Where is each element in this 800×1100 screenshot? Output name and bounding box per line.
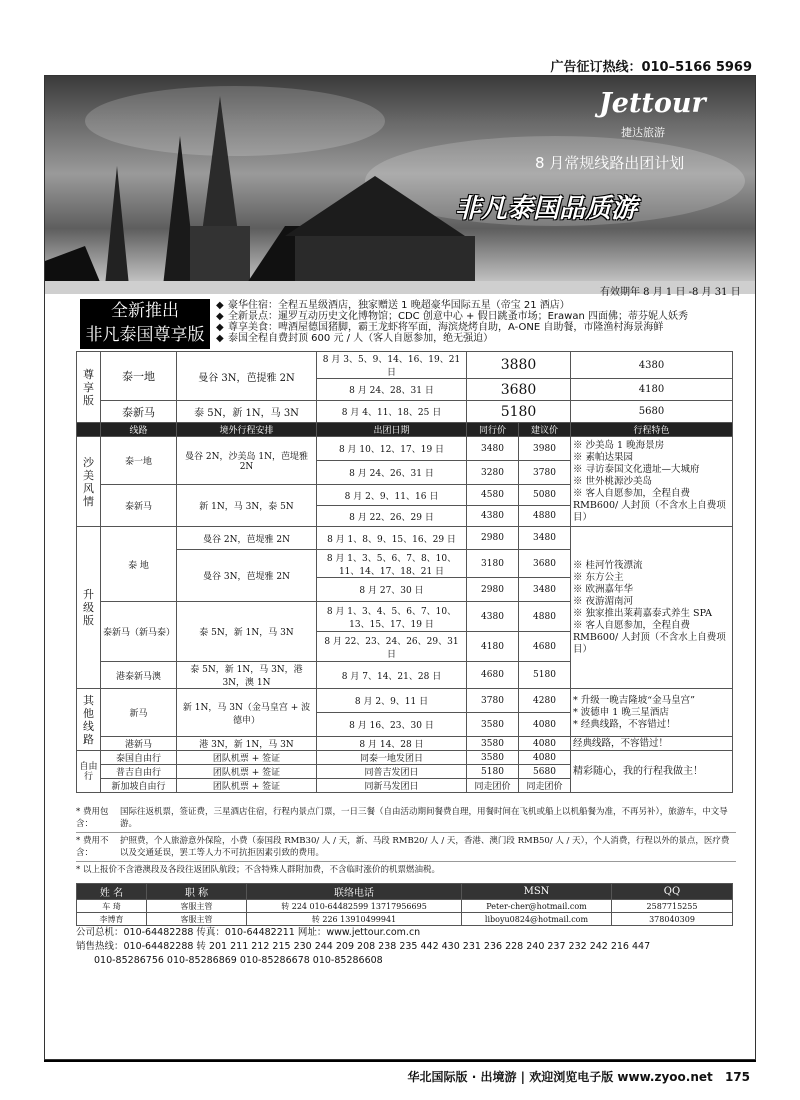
promo-badge bbox=[80, 299, 210, 349]
category-label: 自由行 bbox=[77, 751, 101, 793]
page-footer: 华北国际版 · 出境游 | 欢迎浏览电子版 www.zyoo.net 175 bbox=[407, 1070, 750, 1084]
table-row: 8 月 24、28、31 日 3680 4180 bbox=[77, 379, 733, 401]
contact-row: 车 琦 客服主管 转 224 010-64482599 13717956695 Peter-cher@hotmail.com 2587715255 bbox=[77, 900, 733, 913]
category-label: 沙美风情 bbox=[77, 437, 101, 527]
table-row: 新加坡自由行 团队机票 + 签证 同新马发团日 同走团价 同走团价 bbox=[77, 779, 733, 793]
validity: 有效期年 8 月 1 日 -8 月 31 日 bbox=[600, 287, 741, 298]
table-row: 8 月 22、23、24、26、29、31 日 4180 4680 bbox=[77, 632, 733, 662]
footer-section: 华北国际版 · 出境游 bbox=[407, 1070, 517, 1084]
table-row: 曼谷 3N，芭堤雅 2N 8 月 1、3、5、6、7、8、10、11、14、17、18、21 日 3180 3680 bbox=[77, 550, 733, 578]
page-number: 175 bbox=[724, 1070, 750, 1084]
fee-notes bbox=[76, 806, 736, 876]
table-row: 港泰新马澳 泰 5N，新 1N，马 3N，港 3N，澳 1N 8 月 7、14、21、28 日 4680 5180 bbox=[77, 662, 733, 689]
table-row: 8 月 24、26、31 日 3280 3780 bbox=[77, 461, 733, 485]
slogan: 非凡泰国品质游 bbox=[455, 194, 638, 224]
promo-line2: 非凡泰国尊享版 bbox=[85, 325, 205, 345]
plan-title: 8 月常规线路出团计划 bbox=[535, 154, 685, 172]
features-shengji: ※ 桂河竹筏漂流 ※ 东方公主 ※ 欧洲嘉年华 ※ 夜游湄南河 ※ 独家推出莱莉嘉泰式养生 SPA ※ 客人自愿参加，全程自费 RMB600/ 人封顶（不含水上自费项目） bbox=[571, 527, 733, 689]
table-row: 普吉自由行 团队机票 + 签证 同普吉发团日 5180 5680 bbox=[77, 765, 733, 779]
company-info bbox=[76, 926, 756, 968]
ad-hotline: 广告征订热线：010–5166 5969 bbox=[550, 60, 752, 75]
table-row: 8 月 16、23、30 日 3580 4080 bbox=[77, 713, 733, 737]
table-row: 其他线路 新马 新 1N，马 3N（金马皇宫 + 波德申） 8 月 2、9、11 日 3780 4280 * 升级一晚吉隆坡“金马皇宫” * 波德申 1 晚三星酒店 * 经典线路，不容错过！ bbox=[77, 689, 733, 713]
sales-numbers: 010-85286756 010-85286869 010-85286678 010-85286608 bbox=[94, 955, 383, 966]
promo-bullet: ◆ 全新景点：暹罗互动历史文化博物馆；CDC 创意中心 + 假日跳蚤市场；Erawan 四面佛；蒂芬妮人妖秀 bbox=[216, 311, 688, 322]
note-extra: * 以上报价不含港澳段及各段往返团队航段；不含特殊人群附加费，不含临时涨价的机票燃油税。 bbox=[76, 865, 440, 875]
table-row: 泰新马（新马泰） 泰 5N，新 1N，马 3N 8 月 1、3、4、5、6、7、10、13、15、17、19 日 4380 4880 bbox=[77, 602, 733, 632]
logo-cn: 捷达旅游 bbox=[621, 126, 665, 139]
category-label: 尊享版 bbox=[77, 352, 101, 423]
contact-header: 姓 名 职 称 联络电话 MSN QQ bbox=[77, 884, 733, 900]
table-row: 8 月 27、30 日 2980 3480 bbox=[77, 578, 733, 602]
category-label: 其他线路 bbox=[77, 689, 101, 751]
table-row: 尊享版 泰一地 曼谷 3N，芭提雅 2N 8 月 3、5、9、14、16、19、21 日 3880 4380 bbox=[77, 352, 733, 379]
logo-wordmark: Jettour bbox=[599, 88, 706, 119]
table-row: 8 月 22、26、29 日 4380 4880 bbox=[77, 506, 733, 527]
company-switchboard: 公司总机：010-64482288 传真：010-64482211 网址：www.jettour.com.cn bbox=[76, 927, 421, 938]
category-label: 升级版 bbox=[77, 527, 101, 689]
note-included: * 费用包含： 国际往返机票，签证费，三星酒店住宿，行程内景点门票，一日三餐（自由活动期间餐费自理，用餐时间在飞机或船上以机船餐为准，不再另补），旅游车，中文导游。 bbox=[76, 807, 728, 829]
promo-bullet: ◆ 泰国全程自费封顶 600 元 / 人（客人自愿参加，绝无强迫） bbox=[216, 333, 494, 344]
contact-table bbox=[76, 883, 733, 926]
contact-row: 李博育 客服主管 转 226 13910499941 liboyu0824@hotmail.com 378040309 bbox=[77, 913, 733, 926]
table-row: 升级版 泰 地 曼谷 2N，芭堤雅 2N 8 月 1、8、9、15、16、29 日 2980 3480 ※ 桂河竹筏漂流 ※ 东方公主 ※ 欧洲嘉年华 ※ 夜游湄南河 ※ 独家推出莱莉嘉泰式养生 SPA ※ 客人自愿参加，全程自费 RMB600/ 人封顶（不含水上自费项目） bbox=[77, 527, 733, 550]
table-header: 线路 境外行程安排 出团日期 同行价 建议价 行程特色 bbox=[77, 423, 733, 437]
footer-site[interactable]: www.zyoo.net bbox=[617, 1070, 713, 1084]
table-row: 泰新马 泰 5N，新 1N，马 3N 8 月 4、11、18、25 日 5180 5680 bbox=[77, 401, 733, 423]
table-row: 港新马 港 3N，新 1N，马 3N 8 月 14、28 日 3580 4080 经典线路，不容错过！ bbox=[77, 737, 733, 751]
note-excluded: * 费用不含： 护照费，个人旅游意外保险，小费（泰国段 RMB30/ 人 / 天，新、马段 RMB20/ 人 / 天，香港、澳门段 RMB50/ 人 / 天），个人消费，行程以外的景点，医疗费以及交通延误，罢工等人力不可抗拒因素引致的费用。 bbox=[76, 836, 730, 858]
promo-bullets bbox=[216, 300, 688, 344]
sales-hotline: 销售热线：010-64482288 转 201 211 212 215 230 244 209 208 238 235 442 430 231 236 228 240 237 232 242 216 447 bbox=[76, 941, 651, 952]
table-row: 沙美风情 泰一地 曼谷 2N，沙美岛 1N，芭堤雅 2N 8 月 10、12、17、19 日 3480 3980 ※ 沙美岛 1 晚海景房 ※ 素帕达果园 ※ 寻访泰国文化遗址—大城府 ※ 世外桃源沙美岛 ※ 客人自愿参加，全程自费 RMB600/ 人封顶（不含水上自费项目） bbox=[77, 437, 733, 461]
promo-bullet: ◆ 豪华住宿：全程五星级酒店，独家赠送 1 晚超豪华国际五星（帝宝 21 酒店） bbox=[216, 300, 570, 311]
features-shamei: ※ 沙美岛 1 晚海景房 ※ 素帕达果园 ※ 寻访泰国文化遗址—大城府 ※ 世外桃源沙美岛 ※ 客人自愿参加，全程自费 RMB600/ 人封顶（不含水上自费项目） bbox=[571, 437, 733, 527]
promo-line1: 全新推出 bbox=[111, 301, 179, 321]
footer-rule bbox=[44, 1060, 756, 1062]
jettour-logo bbox=[563, 76, 728, 154]
footer-cta: 欢迎浏览电子版 bbox=[529, 1070, 614, 1084]
features-other: * 升级一晚吉隆坡“金马皇宫” * 波德申 1 晚三星酒店 * 经典线路，不容错过！ bbox=[571, 689, 733, 737]
table-row: 自由行 泰国自由行 团队机票 + 签证 同泰一地发团日 3580 4080 精彩随心，我的行程我做主！ bbox=[77, 751, 733, 765]
table-row: 泰新马 新 1N，马 3N，泰 5N 8 月 2、9、11、16 日 4580 5080 bbox=[77, 485, 733, 506]
promo-bullet: ◆ 尊享美食：啤酒屋德国猪脚，霸王龙虾将军面，海滨烧烤自助，A-ONE 自助餐，市隆渔村海景海鲜 bbox=[216, 322, 664, 333]
schedule-table bbox=[76, 351, 733, 793]
